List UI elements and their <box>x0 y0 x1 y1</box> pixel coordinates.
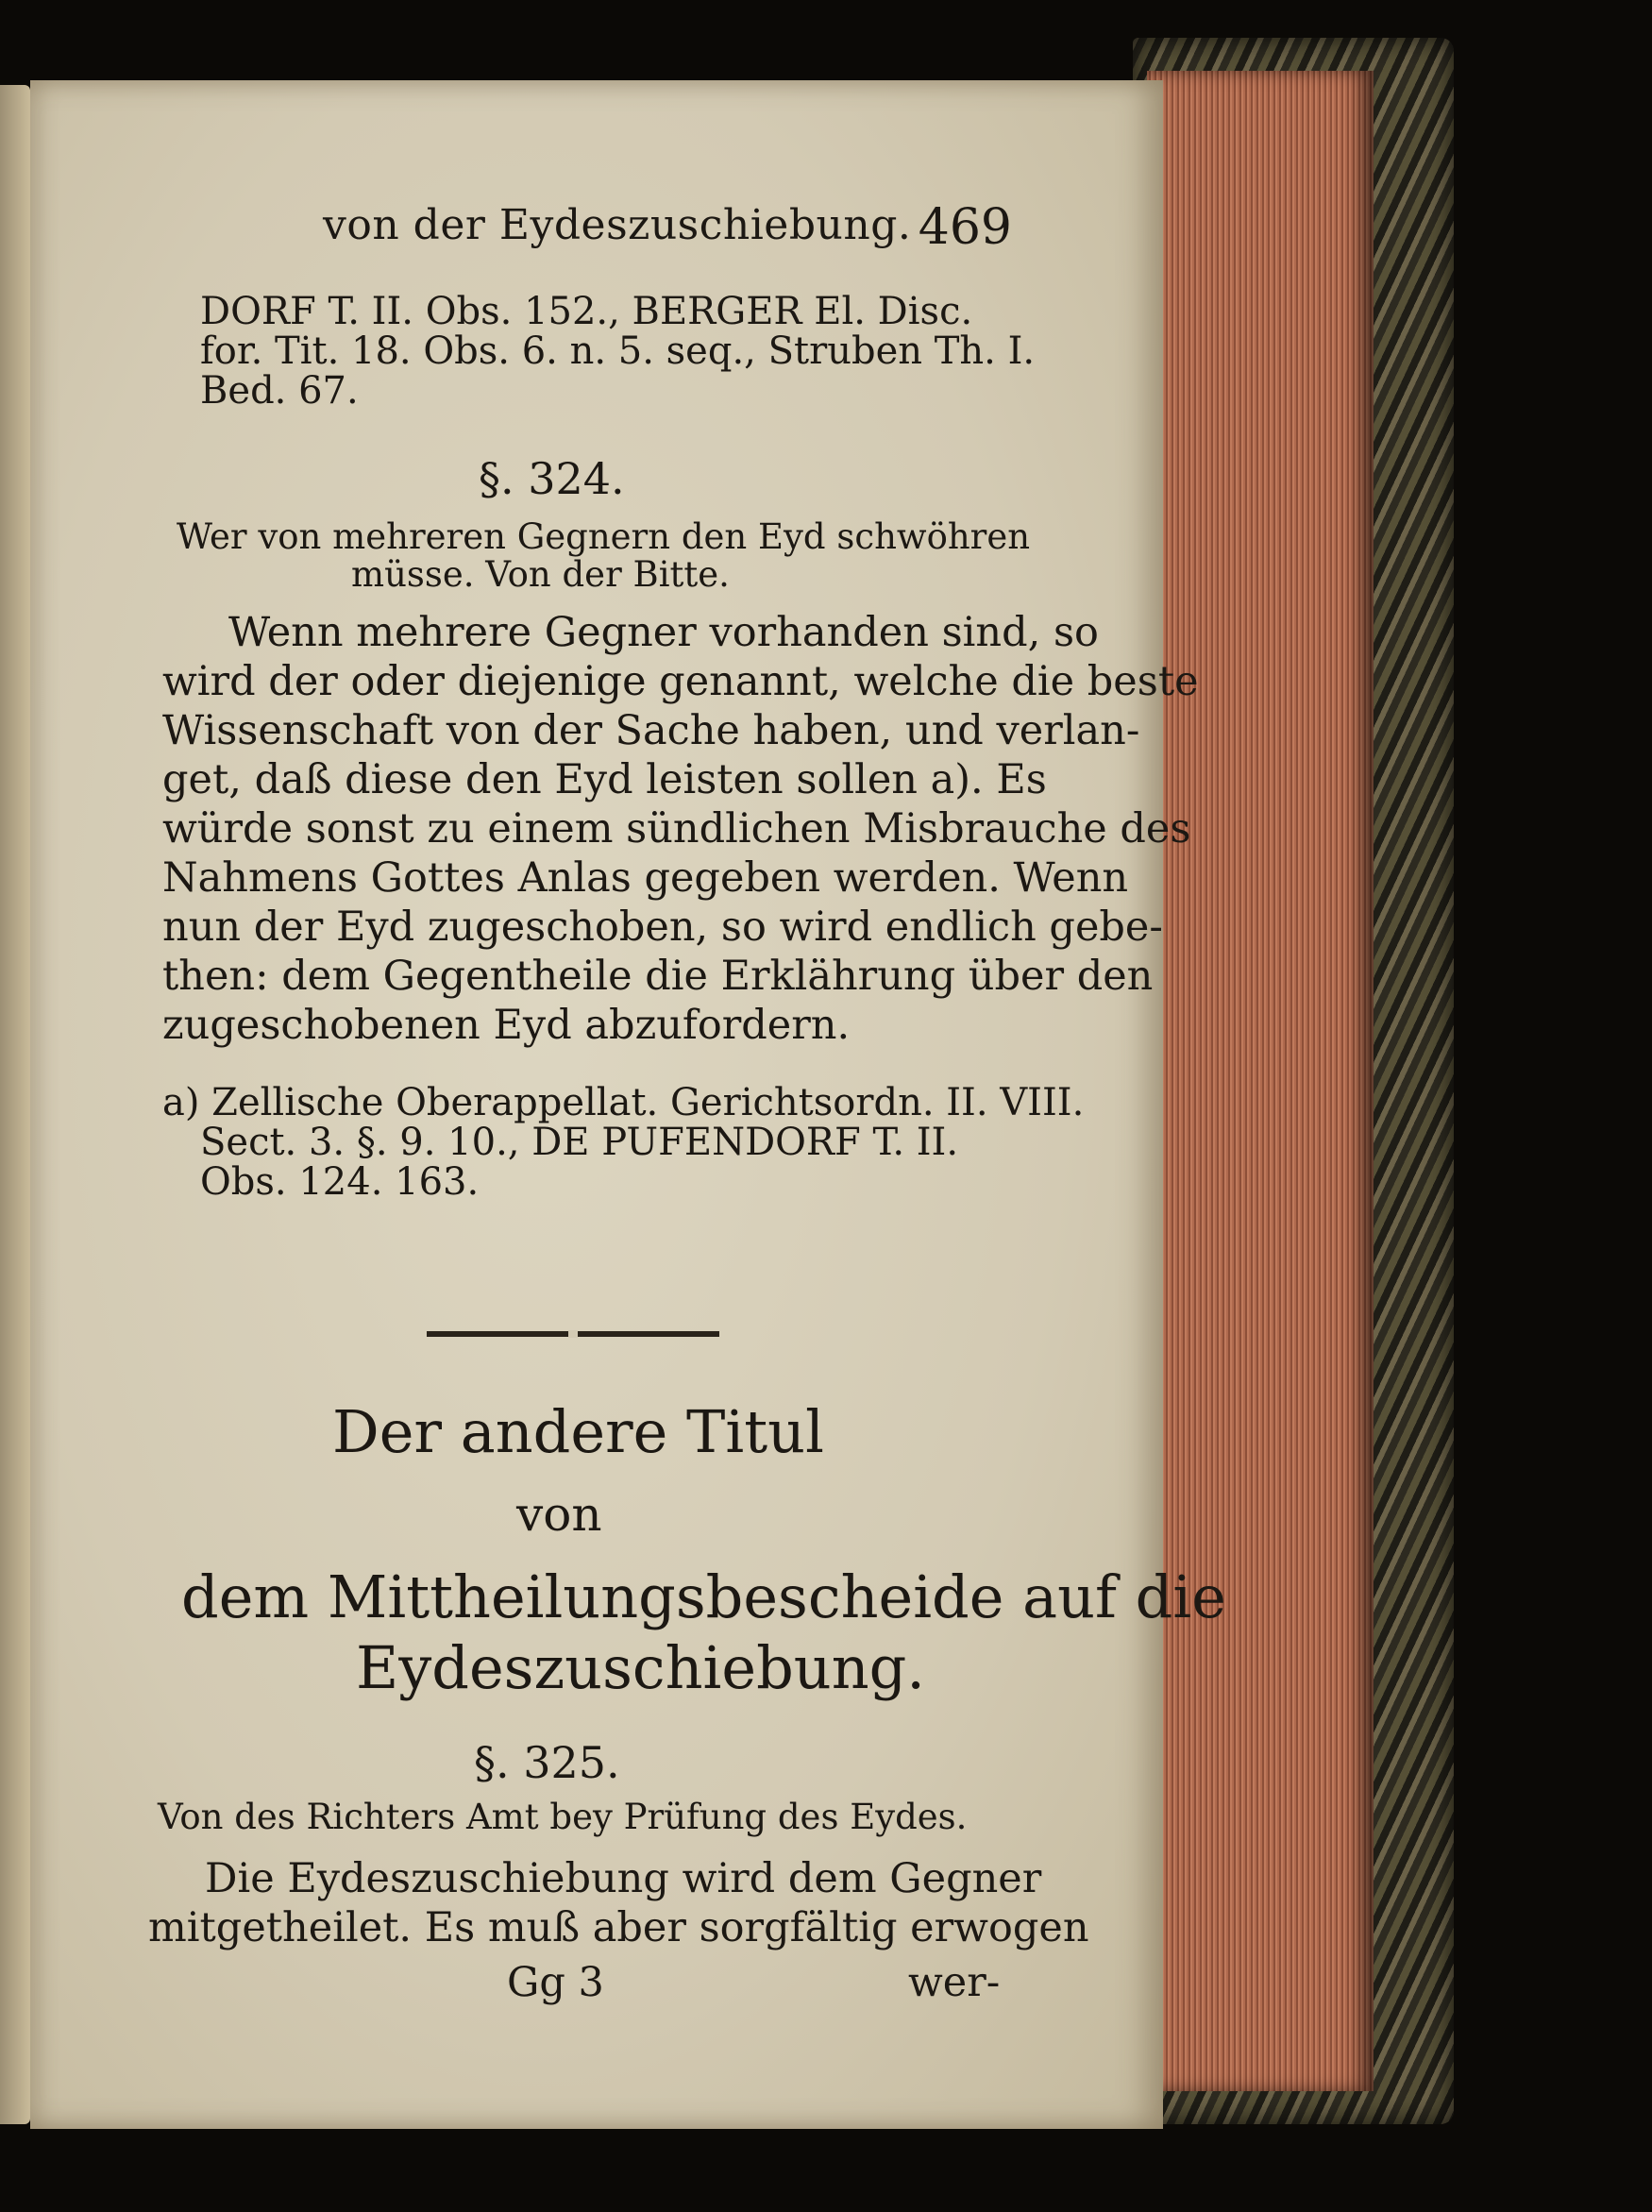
body-line: nun der Eyd zugeschoben, so wird endlich gebe- <box>162 903 1163 951</box>
body-line: mitgetheilet. Es muß aber sorgfältig erwogen <box>148 1904 1089 1951</box>
section-heading-324: §. 324. <box>479 453 625 504</box>
book-page <box>30 80 1226 2129</box>
chapter-subtitle: dem Mittheilungsbescheide auf die <box>181 1562 1226 1631</box>
body-line: Die Eydeszuschiebung wird dem Gegner <box>205 1855 1042 1902</box>
chapter-von: von <box>516 1487 602 1542</box>
body-line: Nahmens Gottes Anlas gegeben werden. Wenn <box>162 854 1129 902</box>
section-divider <box>427 1331 719 1337</box>
section-summary-line: Wer von mehreren Gegnern den Eyd schwöhren <box>177 516 1031 557</box>
signature-mark: Gg 3 <box>507 1959 604 2006</box>
running-head-title: von der Eydeszuschiebung. <box>323 201 912 249</box>
page-number: 469 <box>918 199 1012 256</box>
running-head <box>323 201 1012 258</box>
page-edges <box>1147 71 1374 2091</box>
facing-page-edge <box>0 85 30 2124</box>
body-line: get, daß diese den Eyd leisten sollen a). Es <box>162 756 1047 803</box>
body-line: wird der oder diejenige genannt, welche die beste <box>162 658 1199 705</box>
body-line: würde sonst zu einem sündlichen Misbrauche des <box>162 805 1191 853</box>
body-line: zugeschobenen Eyd abzufordern. <box>162 1002 851 1049</box>
footnote-line: DORF T. II. Obs. 152., BERGER El. Disc. <box>200 290 973 333</box>
body-line: Wenn mehrere Gegner vorhanden sind, so <box>228 609 1099 656</box>
section-heading-325: §. 325. <box>474 1737 620 1788</box>
footnote-line: Sect. 3. §. 9. 10., DE PUFENDORF T. II. <box>200 1121 959 1164</box>
body-line: then: dem Gegentheile die Erklährung über den <box>162 953 1154 1000</box>
footnote-line: Obs. 124. 163. <box>200 1160 480 1204</box>
footnote-line: Bed. 67. <box>200 369 359 413</box>
catchword: wer- <box>908 1959 1001 2006</box>
chapter-title: Der andere Titul <box>332 1397 824 1466</box>
chapter-subtitle: Eydeszuschiebung. <box>356 1633 926 1702</box>
body-line: Wissenschaft von der Sache haben, und verlan- <box>162 707 1140 754</box>
footnote-line: for. Tit. 18. Obs. 6. n. 5. seq., Struben Th. I. <box>200 329 1036 373</box>
section-summary-line: müsse. Von der Bitte. <box>351 554 730 595</box>
section-summary-line: Von des Richters Amt bey Prüfung des Eydes. <box>158 1797 968 1837</box>
footnote-line: a) Zellische Oberappellat. Gerichtsordn. II. VIII. <box>162 1081 1085 1124</box>
